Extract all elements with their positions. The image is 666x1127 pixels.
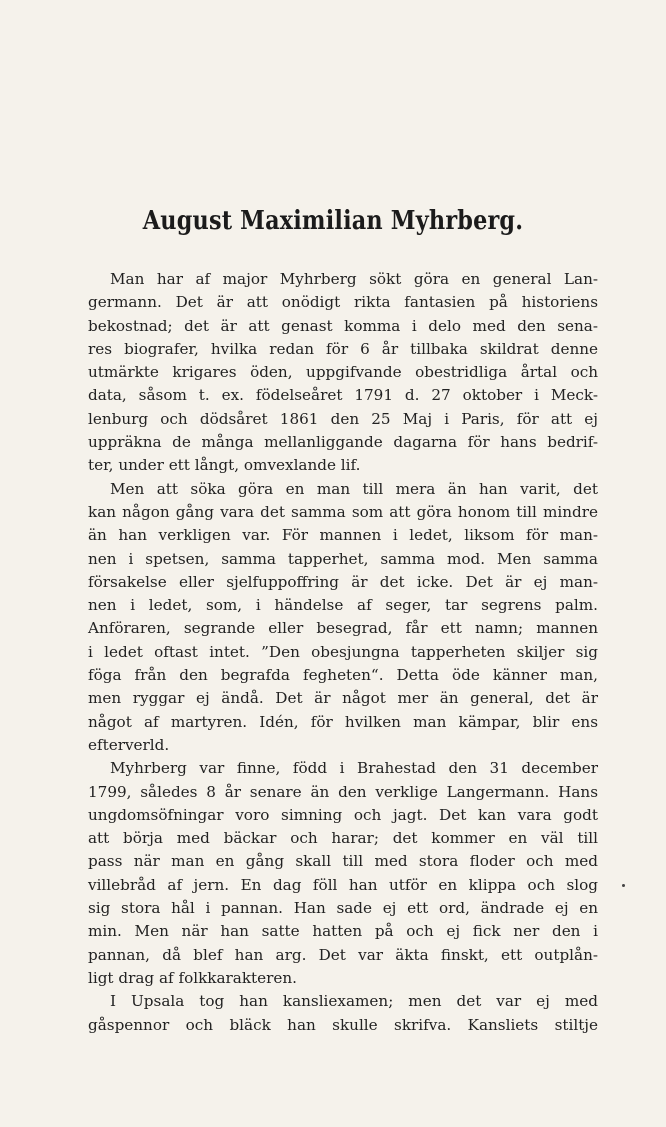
text-line: uppräkna de många mellanliggande dagarna för hans bedrif- <box>88 433 598 452</box>
text-line: än han verkligen var. För mannen i ledet, liksom för man- <box>88 526 598 545</box>
text-line: min. Men när han satte hatten på och ej fick ner den i <box>88 922 598 941</box>
text-line: bekostnad; det är att genast komma i delo med den sena- <box>88 316 598 335</box>
text-line: ungdomsöfningar voro simning och jagt. Det kan vara godt <box>88 805 598 824</box>
text-line: Men att söka göra en man till mera än han varit, det <box>110 479 598 498</box>
text-line: kan någon gång vara det samma som att göra honom till mindre <box>88 502 598 521</box>
text-line: Anföraren, segrande eller besegrad, får ett namn; mannen <box>88 619 598 638</box>
text-line: men ryggar ej ändå. Det är något mer än general, det är <box>88 689 598 708</box>
page-title: August Maximilian Myhrberg. <box>142 206 524 236</box>
print-speck <box>622 884 625 887</box>
text-line: data, såsom t. ex. födelseåret 1791 d. 27 oktober i Meck- <box>88 386 598 405</box>
text-line: nen i ledet, som, i händelse af seger, tar segrens palm. <box>88 596 598 615</box>
text-line: pass när man en gång skall till med stora floder och med <box>88 852 598 871</box>
text-line: Man har af major Myhrberg sökt göra en general Lan- <box>110 270 598 288</box>
text-line: att börja med bäckar och harar; det kommer en väl till <box>88 829 598 848</box>
text-line: ter, under ett långt, omvexlande lif. <box>88 456 361 475</box>
text-line: föga från den begrafda fegheten“. Detta öde känner man, <box>88 666 598 685</box>
text-line: nen i spetsen, samma tapperhet, samma mod. Men samma <box>88 549 598 568</box>
body-text <box>88 268 598 1037</box>
text-line: germann. Det är att onödigt rikta fantasien på historiens <box>88 293 598 312</box>
text-line: villebråd af jern. En dag föll han utför en klippa och slog <box>88 875 598 894</box>
text-line: res biografer, hvilka redan för 6 år tillbaka skildrat denne <box>88 339 598 358</box>
text-line: Myhrberg var finne, född i Brahestad den 31 december <box>110 759 598 778</box>
text-line: utmärkte krigares öden, uppgifvande obestridliga årtal och <box>88 363 598 382</box>
text-line: lenburg och dödsåret 1861 den 25 Maj i Paris, för att ej <box>88 409 598 428</box>
text-line: efterverld. <box>88 735 170 754</box>
text-line: sig stora hål i pannan. Han sade ej ett ord, ändrade ej en <box>88 899 598 918</box>
text-line: ligt drag af folkkarakteren. <box>88 968 298 987</box>
text-line: I Upsala tog han kansliexamen; men det var ej med <box>110 992 598 1011</box>
text-line: gåspennor och bläck han skulle skrifva. Kansliets stiltje <box>88 1015 598 1034</box>
text-line: något af martyren. Idén, för hvilken man kämpar, blir ens <box>88 712 598 731</box>
text-line: i ledet oftast intet. ”Den obesjungna tapperheten skiljer sig <box>88 642 598 661</box>
text-line: 1799, således 8 år senare än den verklige Langermann. Hans <box>88 782 598 801</box>
text-line: pannan, då blef han arg. Det var äkta finskt, ett outplån- <box>88 945 598 964</box>
text-line: försakelse eller sjelfuppoffring är det icke. Det är ej man- <box>88 572 598 591</box>
